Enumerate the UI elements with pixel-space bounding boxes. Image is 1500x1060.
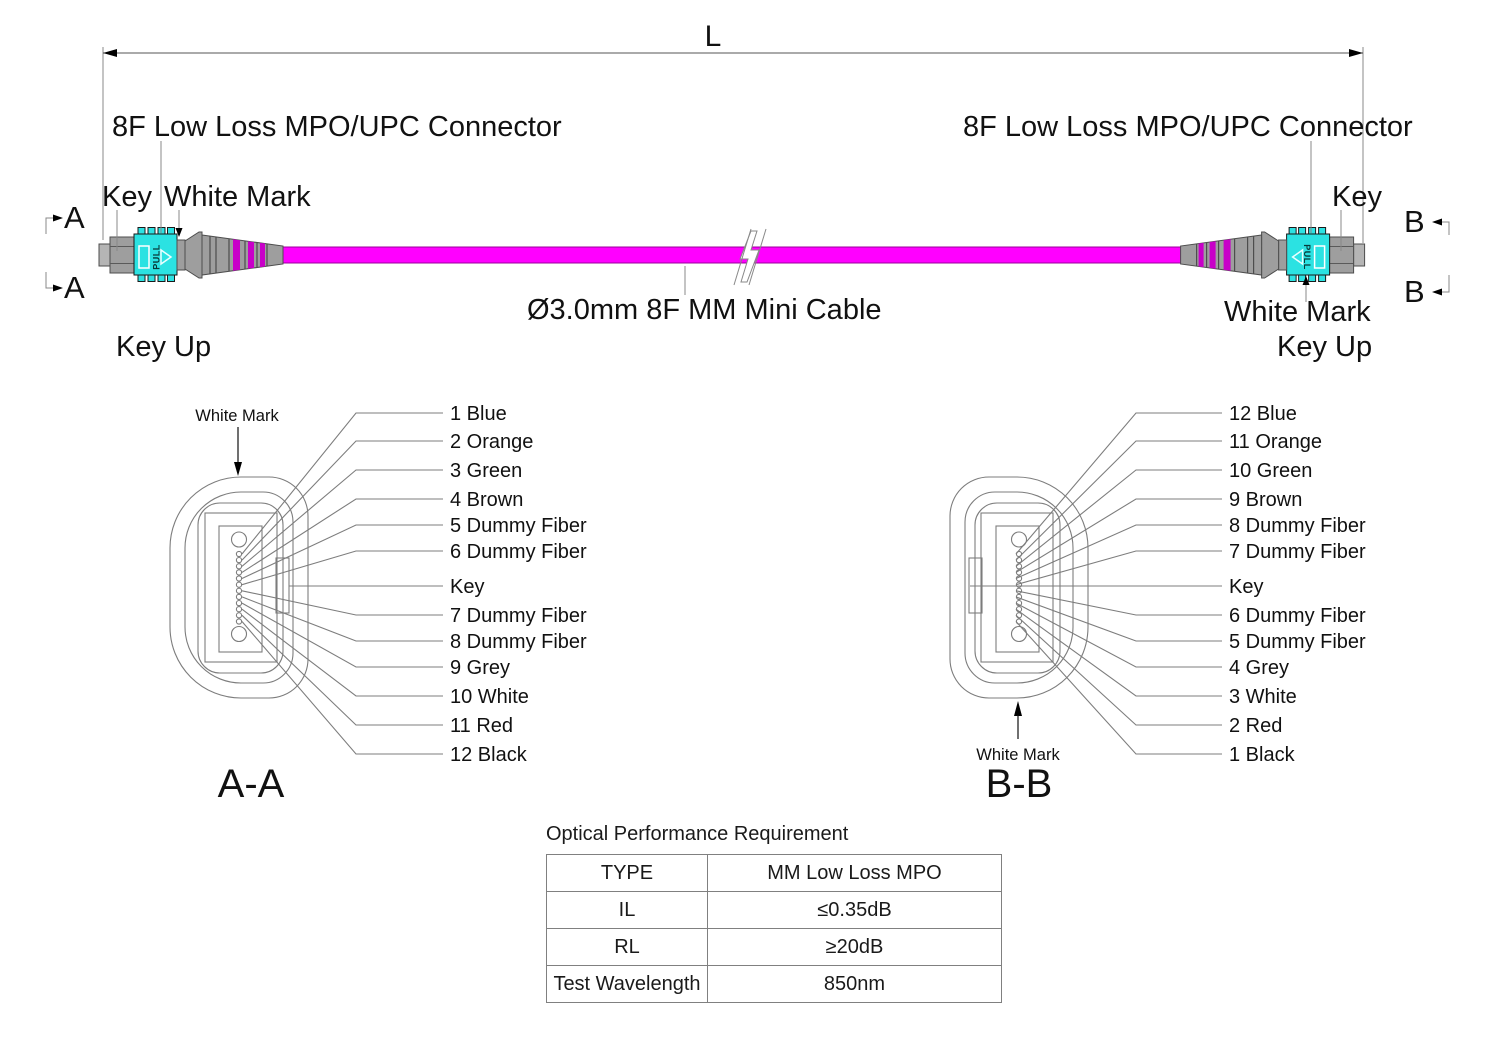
- fiber-label: 9 Brown: [1229, 489, 1303, 511]
- section-marker-b-top: [1404, 204, 1449, 239]
- marker-arrow-icon: [53, 285, 63, 292]
- end-face-aa: [170, 477, 308, 698]
- section-marker-b-bottom: [1404, 274, 1449, 309]
- table-row: [547, 892, 1002, 929]
- marker-a-label: A: [64, 270, 85, 305]
- fiber-label: 2 Orange: [450, 431, 534, 453]
- right-connector: [1181, 228, 1365, 282]
- pull-label-right: PULL: [1302, 244, 1313, 270]
- fiber-label: 10 Green: [1229, 460, 1313, 482]
- length-dim-label: L: [704, 20, 722, 53]
- section-view-aa: [170, 403, 587, 806]
- marker-a-label: A: [64, 200, 85, 235]
- white-mark-label-aa: White Mark: [195, 407, 279, 425]
- fiber-label: 4 Grey: [1229, 657, 1290, 679]
- optical-performance-section: [546, 823, 1002, 1003]
- performance-table-title: Optical Performance Requirement: [546, 823, 849, 845]
- fiber-label: 4 Brown: [450, 489, 524, 511]
- dim-arrow-right-icon: [1349, 49, 1363, 57]
- fiber-label: 2 Red: [1229, 715, 1283, 737]
- white-mark-arrow-icon: [1014, 701, 1022, 716]
- fiber-label: 12 Black: [450, 744, 527, 766]
- pull-label-left: PULL: [151, 244, 162, 270]
- marker-arrow-icon: [1432, 289, 1442, 296]
- marker-arrow-icon: [53, 215, 63, 222]
- key-label: Key: [1229, 576, 1264, 598]
- fiber-label: 3 White: [1229, 686, 1297, 708]
- fiber-label: 6 Dummy Fiber: [450, 541, 587, 563]
- value-cell: 850nm: [708, 966, 1002, 1003]
- fiber-label: 7 Dummy Fiber: [1229, 541, 1366, 563]
- connector-label-right: 8F Low Loss MPO/UPC Connector: [963, 111, 1413, 143]
- cable-label: Ø3.0mm 8F MM Mini Cable: [527, 294, 882, 326]
- view-title-aa: A-A: [217, 762, 285, 806]
- dim-arrow-left-icon: [103, 49, 117, 57]
- table-row: [547, 855, 1002, 892]
- table-row: [547, 966, 1002, 1003]
- white-mark-label-left: White Mark: [164, 181, 311, 213]
- section-marker-a-bottom: [46, 270, 85, 305]
- connector-label-left: 8F Low Loss MPO/UPC Connector: [112, 111, 562, 143]
- key-label: Key: [450, 576, 485, 598]
- fiber-cable: [283, 247, 1181, 263]
- fiber-label: 9 Grey: [450, 657, 511, 679]
- fiber-labels-aa: [450, 403, 587, 766]
- fiber-label: 5 Dummy Fiber: [1229, 631, 1366, 653]
- value-cell: ≤0.35dB: [708, 892, 1002, 929]
- value-cell: MM Low Loss MPO: [708, 855, 1002, 892]
- key-label-left: Key: [102, 181, 152, 213]
- marker-arrow-icon: [1432, 219, 1442, 226]
- marker-b-label: B: [1404, 204, 1425, 239]
- param-cell: RL: [547, 929, 708, 966]
- value-cell: ≥20dB: [708, 929, 1002, 966]
- fiber-label: 8 Dummy Fiber: [450, 631, 587, 653]
- fiber-label: 7 Dummy Fiber: [450, 605, 587, 627]
- white-mark-arrow-icon: [234, 462, 242, 476]
- table-row: [547, 929, 1002, 966]
- fanout-lines-bb: [970, 413, 1222, 754]
- fiber-label: 11 Orange: [1229, 431, 1323, 453]
- fiber-labels-bb: [1229, 403, 1366, 766]
- fiber-label: 11 Red: [450, 715, 514, 737]
- left-connector: [99, 228, 283, 282]
- fiber-label: 1 Black: [1229, 744, 1295, 766]
- key-up-label-left: Key Up: [116, 331, 212, 363]
- param-cell: IL: [547, 892, 708, 929]
- fiber-label: 10 White: [450, 686, 529, 708]
- white-mark-label-right: White Mark: [1224, 296, 1371, 328]
- end-face-bb: [950, 477, 1088, 698]
- marker-b-label: B: [1404, 274, 1425, 309]
- param-cell: Test Wavelength: [547, 966, 708, 1003]
- fiber-label: 8 Dummy Fiber: [1229, 515, 1366, 537]
- section-marker-a-top: [46, 200, 85, 235]
- view-title-bb: B-B: [985, 762, 1053, 806]
- section-view-bb: [950, 403, 1366, 806]
- white-mark-label-bb: White Mark: [976, 746, 1060, 764]
- fiber-label: 5 Dummy Fiber: [450, 515, 587, 537]
- fiber-label: 3 Green: [450, 460, 523, 482]
- fiber-label: 12 Blue: [1229, 403, 1297, 425]
- fanout-lines-aa: [242, 413, 443, 754]
- param-cell: TYPE: [547, 855, 708, 892]
- fiber-label: 1 Blue: [450, 403, 507, 425]
- key-up-label-right: Key Up: [1277, 331, 1373, 363]
- key-label-right: Key: [1332, 181, 1382, 213]
- performance-table: [546, 854, 1002, 1003]
- fiber-label: 6 Dummy Fiber: [1229, 605, 1366, 627]
